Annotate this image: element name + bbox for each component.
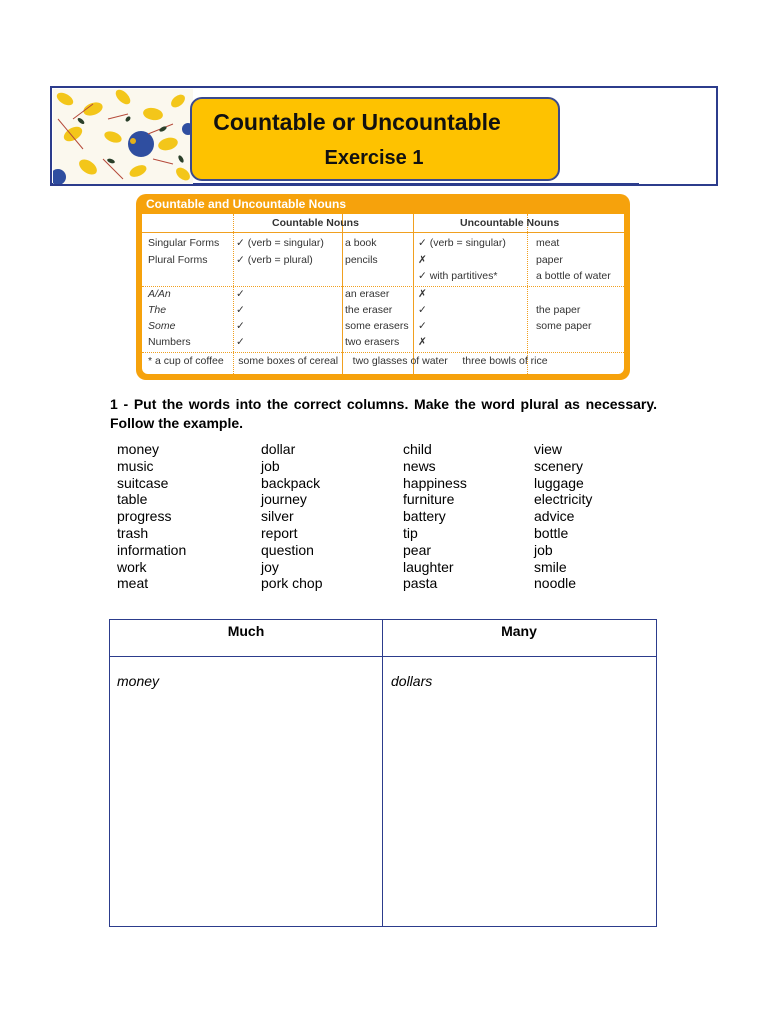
word: table bbox=[117, 491, 148, 508]
word: job bbox=[534, 541, 553, 558]
word-column-1 bbox=[117, 441, 186, 592]
grid-line bbox=[142, 286, 624, 287]
grid-line bbox=[233, 214, 234, 374]
word: dollar bbox=[261, 441, 296, 457]
answer-table bbox=[109, 619, 657, 927]
page-subtitle: Exercise 1 bbox=[324, 147, 424, 169]
word-column-2 bbox=[261, 441, 322, 592]
column-header-many: Many bbox=[501, 623, 537, 639]
word: scenery bbox=[534, 457, 584, 474]
chart-title: Countable and Uncountable Nouns bbox=[146, 197, 346, 211]
word: advice bbox=[534, 508, 575, 525]
word: happiness bbox=[403, 474, 467, 491]
chart-cell: ✗ bbox=[418, 336, 427, 348]
table-header-line bbox=[110, 656, 656, 657]
grid-line bbox=[342, 214, 343, 374]
chart-row-label: Some bbox=[148, 320, 176, 332]
word: view bbox=[534, 441, 563, 457]
chart-row-label: A/An bbox=[148, 288, 171, 300]
grid-line bbox=[413, 214, 414, 374]
chart-cell: the eraser bbox=[345, 304, 393, 316]
chart-cell: paper bbox=[536, 254, 563, 266]
chart-row-label: Plural Forms bbox=[148, 254, 208, 266]
lemon-pattern-image bbox=[53, 89, 193, 184]
grid-line bbox=[142, 352, 624, 353]
chart-cell: some erasers bbox=[345, 320, 409, 332]
exercise-instructions: 1 - Put the words into the correct columns. Make the word plural as necessary. Follow the example. bbox=[110, 396, 657, 431]
word: trash bbox=[117, 524, 149, 541]
chart-cell: an eraser bbox=[345, 288, 390, 300]
word: silver bbox=[261, 508, 294, 525]
word: luggage bbox=[534, 474, 584, 491]
chart-cell: ✓ (verb = singular) bbox=[236, 237, 324, 249]
word: meat bbox=[117, 575, 149, 592]
chart-cell: some paper bbox=[536, 320, 592, 332]
chart-cell: ✓ bbox=[236, 288, 245, 300]
word: smile bbox=[534, 558, 567, 575]
word: question bbox=[261, 541, 314, 558]
chart-row-label: Numbers bbox=[148, 336, 191, 348]
chart-cell: meat bbox=[536, 237, 560, 249]
word: work bbox=[117, 558, 147, 575]
chart-col-uncountable: Uncountable Nouns bbox=[460, 217, 560, 229]
chart-footnote: * a cup of coffee some boxes of cereal two glasses of water three bowls of rice bbox=[148, 355, 548, 367]
chart-cell: ✗ bbox=[418, 254, 427, 266]
word: suitcase bbox=[117, 474, 169, 491]
chart-cell: two erasers bbox=[345, 336, 400, 348]
grammar-chart bbox=[136, 194, 630, 380]
chart-cell: ✓ bbox=[236, 336, 245, 348]
word: money bbox=[117, 441, 160, 457]
chart-cell: the paper bbox=[536, 304, 581, 316]
word: tip bbox=[403, 524, 418, 541]
chart-cell: a bottle of water bbox=[536, 270, 611, 282]
chart-cell: ✓ with partitives* bbox=[418, 270, 498, 282]
chart-cell: ✓ bbox=[418, 304, 427, 316]
chart-cell: a book bbox=[345, 237, 377, 249]
chart-cell: ✓ (verb = plural) bbox=[236, 254, 313, 266]
word: pear bbox=[403, 541, 432, 558]
word-column-4 bbox=[534, 441, 592, 592]
word: job bbox=[261, 457, 280, 474]
word: report bbox=[261, 524, 298, 541]
word: journey bbox=[261, 491, 307, 508]
chart-col-countable: Countable Nouns bbox=[272, 217, 359, 229]
word: electricity bbox=[534, 491, 593, 508]
grid-line bbox=[142, 232, 624, 233]
chart-body bbox=[142, 214, 624, 374]
word: news bbox=[403, 457, 436, 474]
word: backpack bbox=[261, 474, 321, 491]
word: noodle bbox=[534, 575, 577, 592]
table-divider bbox=[382, 620, 383, 926]
chart-cell: ✗ bbox=[418, 288, 427, 300]
word: pasta bbox=[403, 575, 438, 592]
chart-cell: ✓ (verb = singular) bbox=[418, 237, 506, 249]
chart-cell: ✓ bbox=[236, 320, 245, 332]
grid-line bbox=[527, 214, 528, 374]
word-column-3 bbox=[403, 441, 467, 592]
example-many[interactable]: dollars bbox=[391, 673, 433, 689]
chart-cell: pencils bbox=[345, 254, 378, 266]
word: joy bbox=[261, 558, 279, 575]
column-header-much: Much bbox=[227, 623, 265, 639]
word: bottle bbox=[534, 524, 569, 541]
chart-row-label: The bbox=[148, 304, 167, 316]
word: pork chop bbox=[261, 575, 323, 592]
word: battery bbox=[403, 508, 446, 525]
example-much[interactable]: money bbox=[117, 673, 160, 689]
word: progress bbox=[117, 508, 172, 525]
word: child bbox=[403, 441, 432, 457]
word: laughter bbox=[403, 558, 454, 575]
word: furniture bbox=[403, 491, 455, 508]
chart-cell: ✓ bbox=[418, 320, 427, 332]
page-title: Countable or Uncountable bbox=[213, 109, 501, 135]
word: information bbox=[117, 541, 187, 558]
chart-row-label: Singular Forms bbox=[148, 237, 220, 249]
word: music bbox=[117, 457, 154, 474]
chart-cell: ✓ bbox=[236, 304, 245, 316]
title-box bbox=[190, 97, 560, 181]
